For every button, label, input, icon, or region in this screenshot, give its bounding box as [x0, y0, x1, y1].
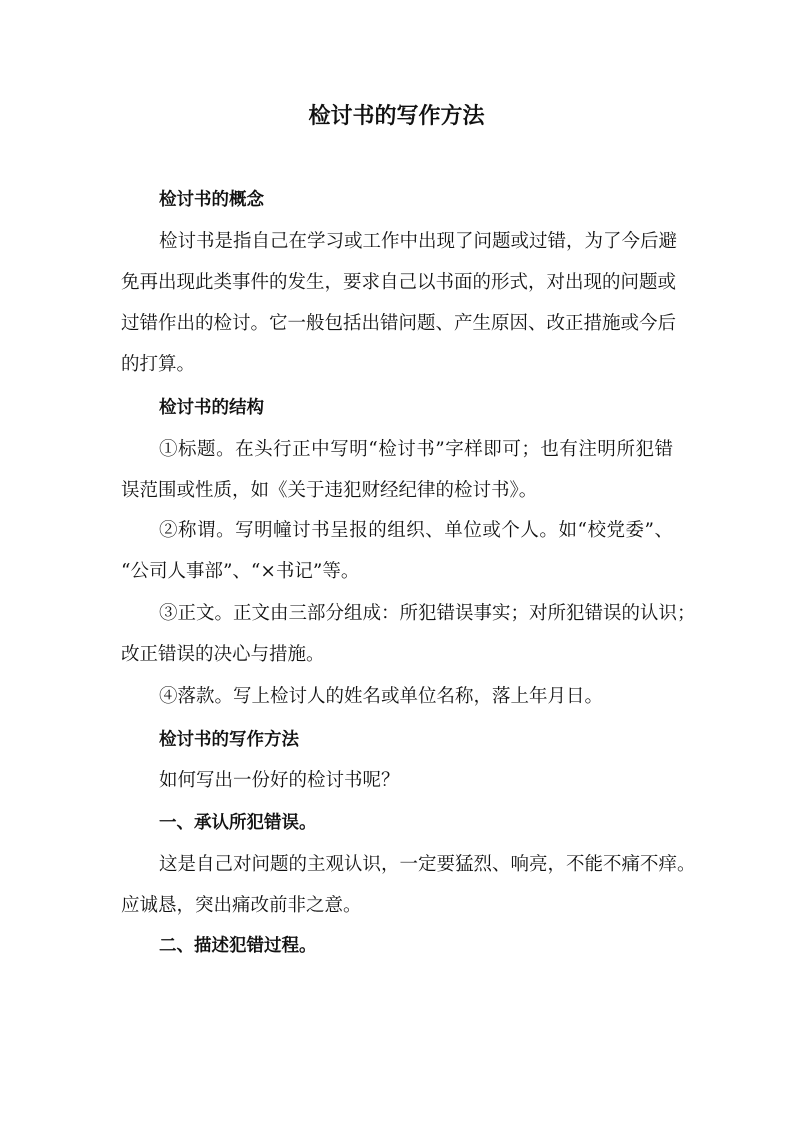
paragraph-line: ③正文。正文由三部分组成：所犯错误事实；对所犯错误的认识； [159, 603, 696, 624]
paragraph-line: 的打算。 [121, 354, 196, 375]
paragraph-line: 免再出现此类事件的发生，要求自己以书面的形式，对出现的问题或 [121, 272, 677, 293]
paragraph-line: 检讨书是指自己在学习或工作中出现了问题或过错，为了今后避 [159, 231, 678, 252]
section-heading-concept: 检讨书的概念 [159, 190, 264, 210]
section-heading-describe-process: 二、描述犯错过程。 [159, 936, 317, 956]
paragraph-line: “公司人事部”、“×书记”等。 [121, 561, 360, 582]
section-heading-writing-method: 检讨书的写作方法 [159, 730, 299, 750]
paragraph-line: 过错作出的检讨。它一般包括出错问题、产生原因、改正措施或今后 [121, 313, 677, 334]
section-heading-admit-mistake: 一、承认所犯错误。 [159, 813, 317, 833]
paragraph-line: 误范围或性质，如《关于违犯财经纪律的检讨书》。 [121, 480, 538, 501]
document-title: 检讨书的写作方法 [308, 104, 485, 129]
paragraph-line: 如何写出一份好的检讨书呢？ [159, 770, 400, 791]
section-heading-structure: 检讨书的结构 [159, 398, 264, 418]
paragraph-line: ④落款。写上检讨人的姓名或单位名称，落上年月日。 [159, 686, 604, 707]
paragraph-line: 这是自己对问题的主观认识，一定要猛烈、响亮，不能不痛不痒。 [159, 854, 696, 875]
paragraph-line: 改正错误的决心与措施。 [121, 644, 325, 665]
paragraph-line: 应诚恳，突出痛改前非之意。 [121, 895, 362, 916]
paragraph-line: ①标题。在头行正中写明“检讨书”字样即可；也有注明所犯错 [159, 439, 673, 460]
paragraph-line: ②称谓。写明幢讨书呈报的组织、单位或个人。如“校党委”、 [159, 520, 673, 541]
